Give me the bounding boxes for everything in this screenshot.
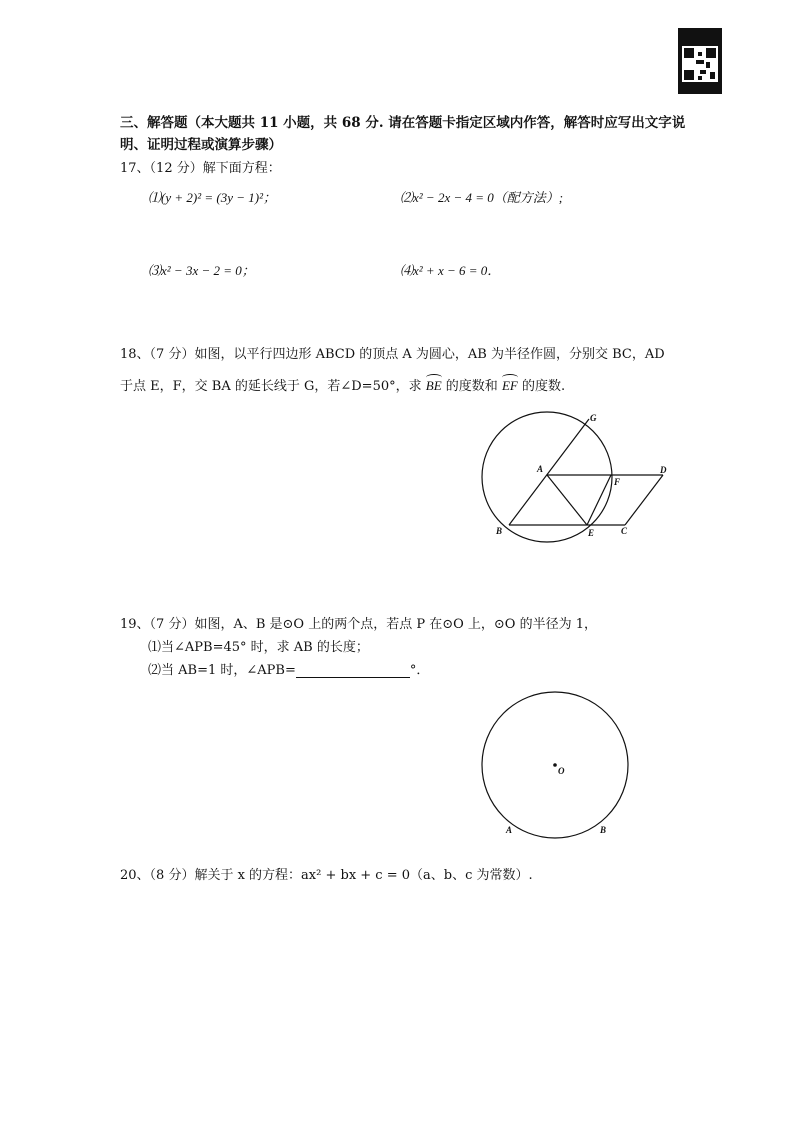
arc-ef-symbol: EF bbox=[501, 378, 518, 393]
label-a-circle: A bbox=[506, 825, 513, 835]
label-a: A bbox=[537, 464, 544, 474]
q19-part2 bbox=[148, 659, 429, 678]
q17-label: 17、（12 分）解下面方程： bbox=[120, 161, 281, 176]
q19-part2-b: °． bbox=[409, 663, 430, 678]
label-f: F bbox=[614, 477, 621, 487]
section-heading: 三、解答题（本大题共 11 小题，共 68 分. 请在答题卡指定区域内作答，解答时应写出文字说明、证明过程或演算步骤） bbox=[120, 115, 686, 153]
arc-be-symbol: BE bbox=[425, 378, 442, 393]
q18-line2-b: 的度数和 bbox=[445, 379, 498, 394]
qr-code-pattern bbox=[682, 46, 718, 82]
label-b: B bbox=[496, 526, 503, 536]
q18-line1: 18、（7 分）如图，以平行四边形 ABCD 的顶点 A 为圆心，AB 为半径作圆，分别交 BC，AD bbox=[120, 347, 665, 362]
q18-line2-c: 的度数. bbox=[521, 379, 566, 394]
q19-figure bbox=[470, 688, 640, 843]
answer-blank bbox=[296, 665, 410, 678]
label-d: D bbox=[660, 465, 667, 475]
label-e: E bbox=[588, 528, 595, 538]
q17-part2: ⑵x² − 2x − 4 = 0（配方法）; bbox=[400, 190, 564, 205]
q18-line2 bbox=[120, 375, 565, 394]
q20-line: 20、（8 分）解关于 x 的方程：ax² + bx + c = 0（a、b、c 为常数）. bbox=[120, 868, 533, 883]
q17-part4: ⑷x² + x − 6 = 0． bbox=[400, 263, 501, 278]
label-g: G bbox=[590, 413, 597, 423]
center-point-o bbox=[553, 763, 557, 767]
q18-line2-a: 于点 E，F，交 BA 的延长线于 G，若∠D=50°，求 bbox=[120, 379, 422, 394]
q18-figure bbox=[475, 405, 675, 550]
segment-ae bbox=[547, 475, 587, 525]
label-c: C bbox=[621, 526, 628, 536]
qr-code bbox=[678, 28, 722, 94]
q19-part2-a: ⑵当 AB=1 时，∠APB= bbox=[148, 663, 296, 678]
label-b-circle: B bbox=[600, 825, 607, 835]
circle-a bbox=[482, 412, 612, 542]
segment-dc bbox=[625, 475, 663, 525]
q19-part1: ⑴当∠APB=45° 时，求 AB 的长度； bbox=[148, 640, 369, 655]
q17-part1: ⑴(y + 2)² = (3y − 1)²； bbox=[148, 190, 276, 205]
label-o: O bbox=[558, 766, 565, 776]
q19-line1: 19、（7 分）如图，A、B 是⊙O 上的两个点，若点 P 在⊙O 上，⊙O 的半径为 1， bbox=[120, 617, 597, 632]
segment-bg bbox=[509, 419, 589, 525]
q17-part3: ⑶x² − 3x − 2 = 0； bbox=[148, 263, 255, 278]
